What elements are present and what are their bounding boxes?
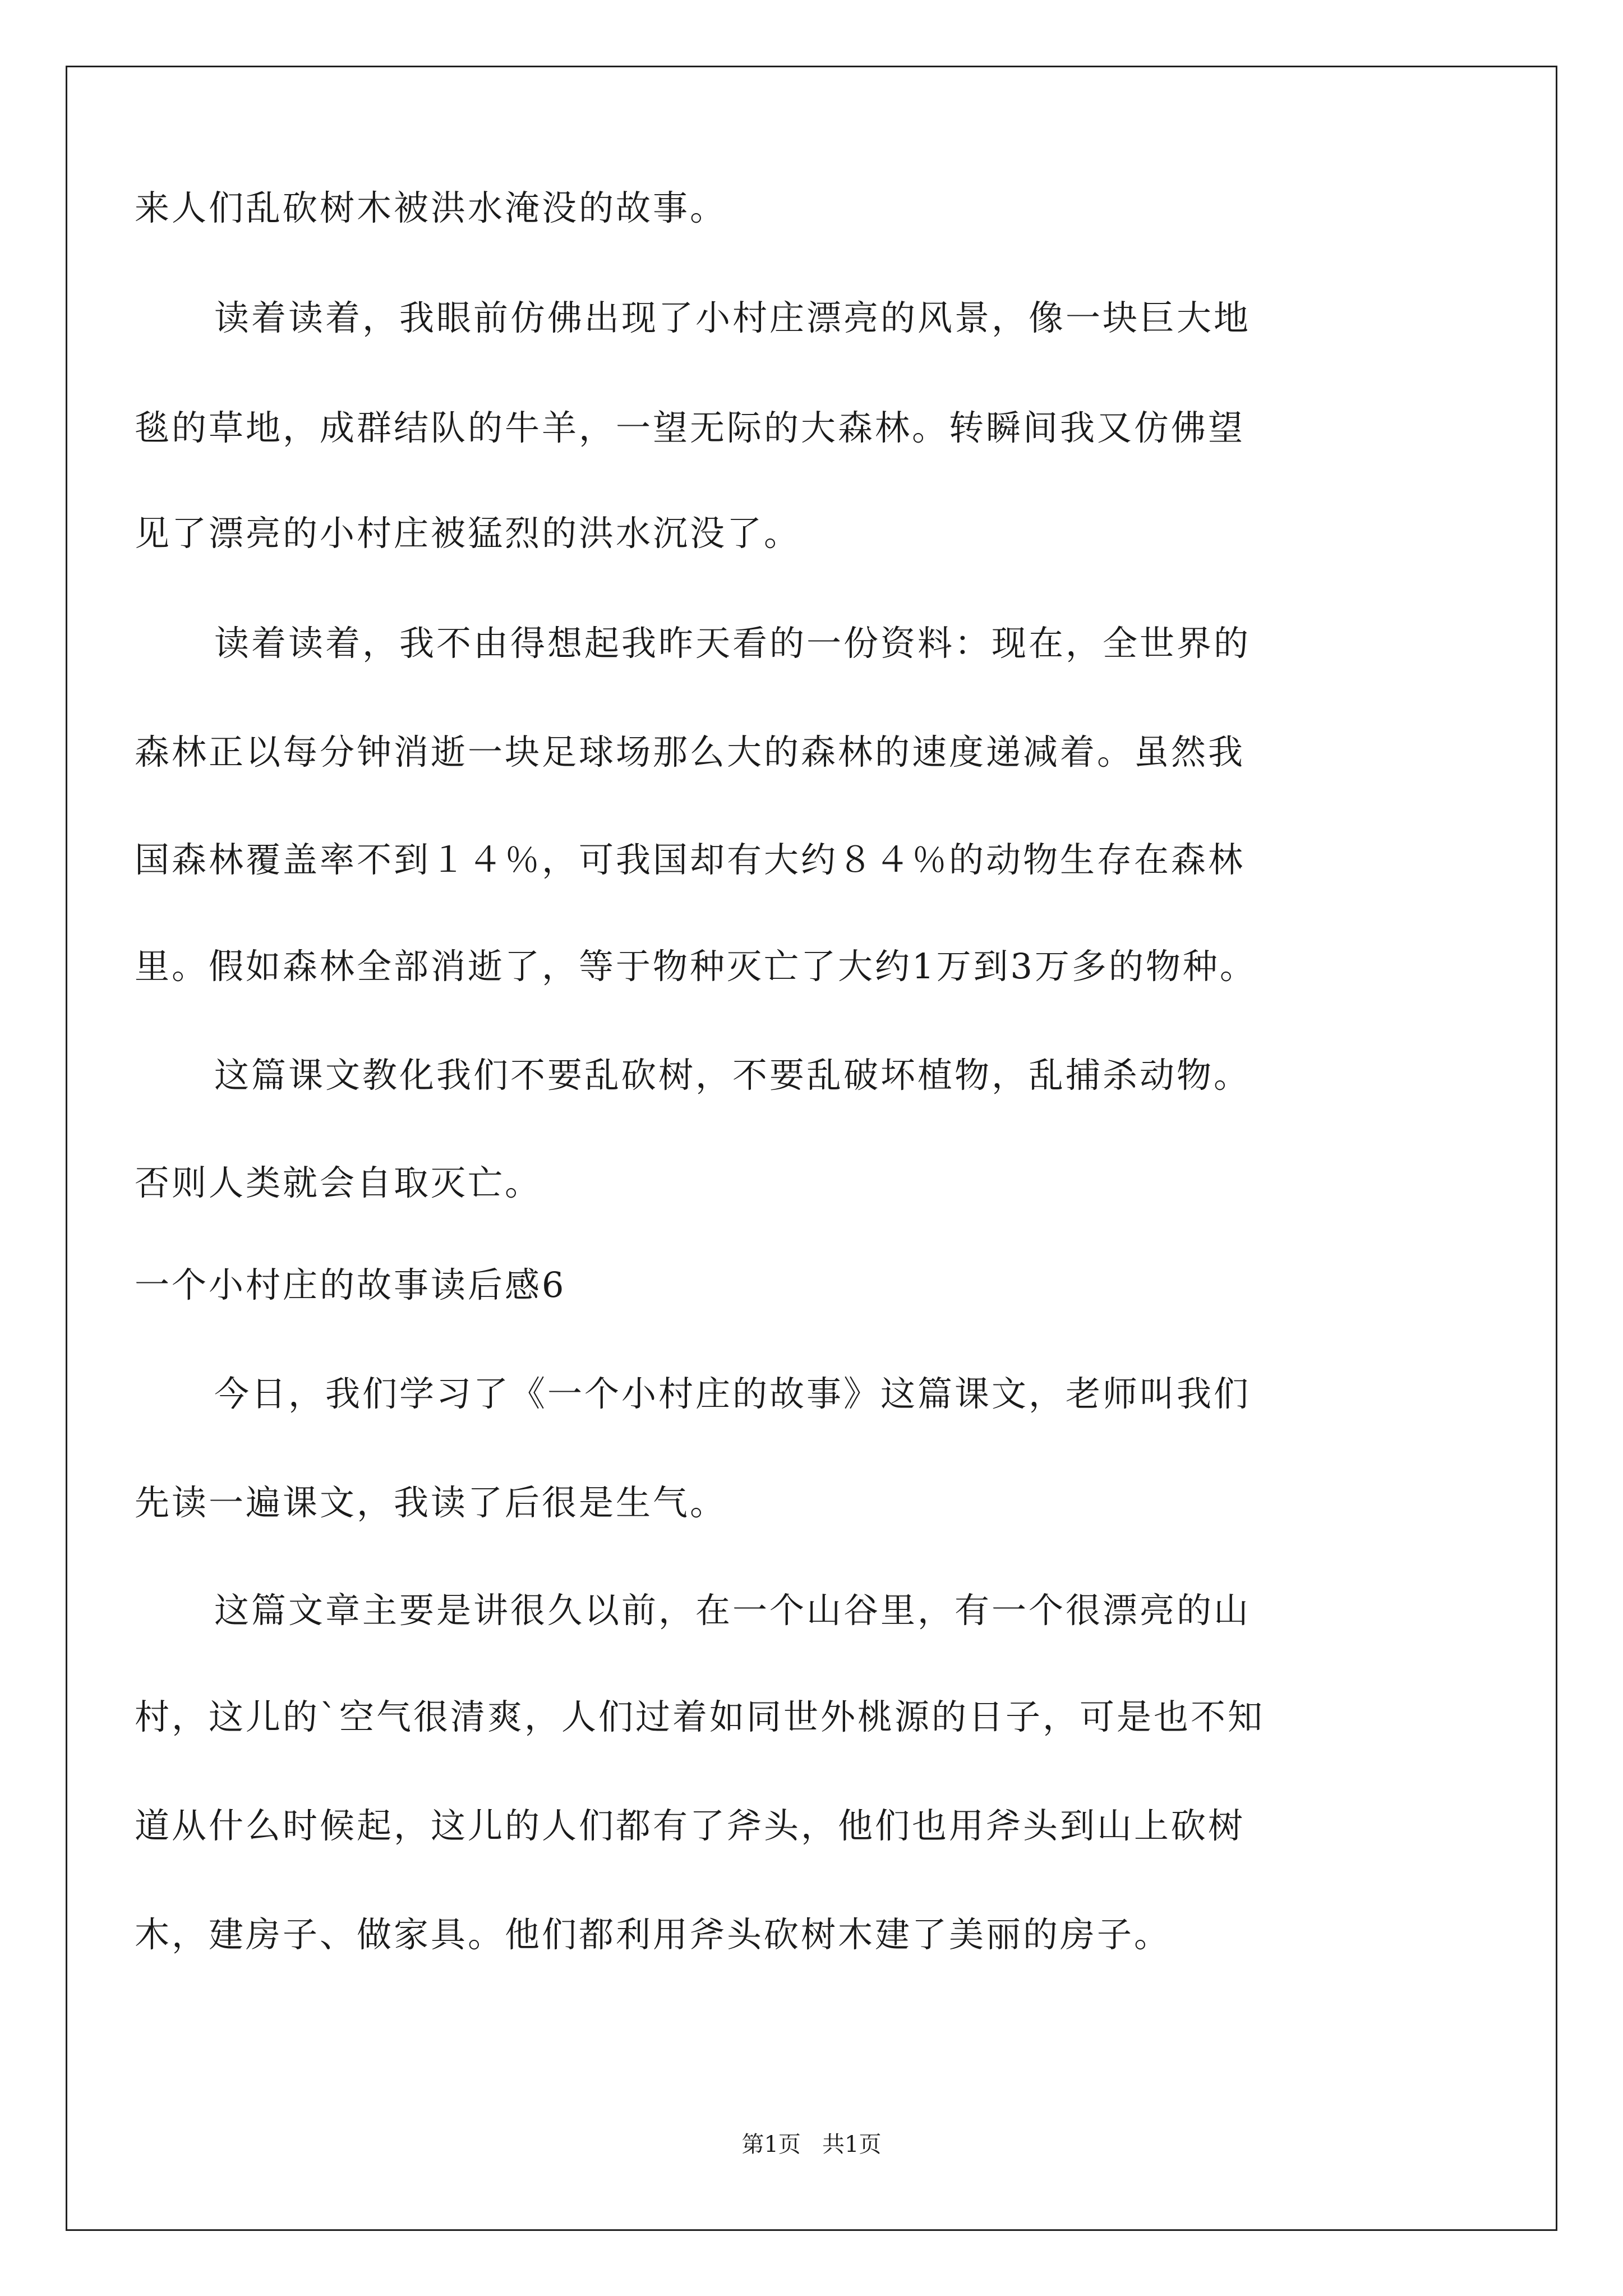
text-line: 森林正以每分钟消逝一块足球场那么大的森林的速度递减着。虽然我 bbox=[135, 731, 1246, 772]
text-line: 见了漂亮的小村庄被猛烈的洪水沉没了。 bbox=[135, 513, 801, 554]
text-line: 来人们乱砍树木被洪水淹没的故事。 bbox=[135, 187, 727, 228]
text-line: 木，建房子、做家具。他们都利用斧头砍树木建了美丽的房子。 bbox=[135, 1914, 1172, 1955]
text-line: 这篇课文教化我们不要乱砍树，不要乱破坏植物，乱捕杀动物。 bbox=[214, 1055, 1251, 1096]
text-line: 否则人类就会自取灭亡。 bbox=[135, 1162, 542, 1203]
text-line: 读着读着，我眼前仿佛出现了小村庄漂亮的风景，像一块巨大地 bbox=[214, 297, 1251, 338]
text-line: 读着读着，我不由得想起我昨天看的一份资料：现在，全世界的 bbox=[214, 623, 1251, 664]
page-border bbox=[66, 66, 1557, 2231]
text-line: 今日，我们学习了《一个小村庄的故事》这篇课文，老师叫我们 bbox=[214, 1373, 1251, 1414]
text-line: 这篇文章主要是讲很久以前，在一个山谷里，有一个很漂亮的山 bbox=[214, 1590, 1251, 1631]
text-line: 里。假如森林全部消逝了，等于物种灭亡了大约1万到3万多的物种。 bbox=[135, 946, 1257, 987]
text-line: 国森林覆盖率不到１４％，可我国却有大约８４％的动物生存在森林 bbox=[135, 839, 1246, 880]
text-line: 村，这儿的`空气很清爽，人们过着如同世外桃源的日子，可是也不知 bbox=[135, 1696, 1265, 1737]
text-line: 毯的草地，成群结队的牛羊，一望无际的大森林。转瞬间我又仿佛望 bbox=[135, 407, 1246, 448]
text-line: 道从什么时候起，这儿的人们都有了斧头，他们也用斧头到山上砍树 bbox=[135, 1805, 1246, 1846]
text-line: 先读一遍课文，我读了后很是生气。 bbox=[135, 1482, 727, 1523]
section-heading: 一个小村庄的故事读后感6 bbox=[135, 1264, 566, 1305]
page-number-footer: 第1页 共1页 bbox=[741, 2132, 882, 2157]
